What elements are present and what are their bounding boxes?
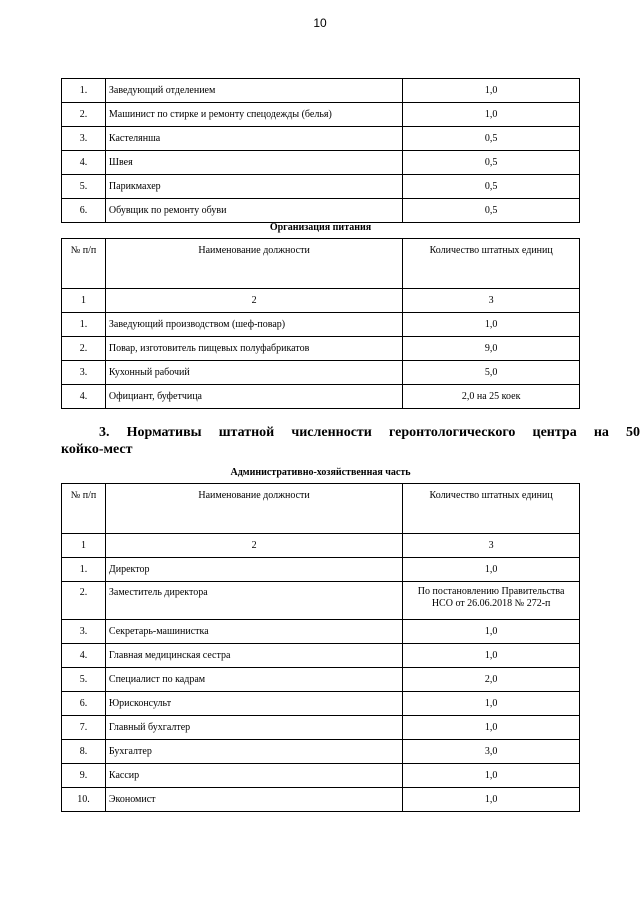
position-name: Специалист по кадрам bbox=[105, 668, 402, 692]
staff-count: 2,0 на 25 коек bbox=[403, 385, 580, 409]
position-name: Заместитель директора bbox=[105, 582, 402, 620]
staff-count: 1,0 bbox=[403, 788, 580, 812]
row-number: 4. bbox=[62, 151, 106, 175]
position-name: Официант, буфетчица bbox=[105, 385, 402, 409]
table-row bbox=[62, 337, 580, 361]
column-index-row bbox=[62, 534, 580, 558]
table-header-row bbox=[62, 484, 580, 534]
table-row bbox=[62, 740, 580, 764]
position-name: Кухонный рабочий bbox=[105, 361, 402, 385]
table-row bbox=[62, 582, 580, 620]
table-row bbox=[62, 103, 580, 127]
admin-section-caption: Административно-хозяйственная часть bbox=[230, 467, 411, 478]
header-count: Количество штатных единиц bbox=[403, 239, 580, 289]
position-name: Кастелянша bbox=[105, 127, 402, 151]
position-name: Швея bbox=[105, 151, 402, 175]
row-number: 2. bbox=[62, 337, 106, 361]
row-number: 8. bbox=[62, 740, 106, 764]
row-number: 1. bbox=[62, 558, 106, 582]
row-number: 3. bbox=[62, 361, 106, 385]
row-number: 3. bbox=[62, 620, 106, 644]
staff-count: 1,0 bbox=[403, 620, 580, 644]
table-row bbox=[62, 644, 580, 668]
row-number: 1. bbox=[62, 79, 106, 103]
table-row bbox=[62, 692, 580, 716]
position-name: Экономист bbox=[105, 788, 402, 812]
column-index: 1 bbox=[62, 289, 106, 313]
table-row bbox=[62, 716, 580, 740]
food-staff-table bbox=[61, 238, 580, 409]
staff-count: 1,0 bbox=[403, 313, 580, 337]
staff-count: 1,0 bbox=[403, 764, 580, 788]
table-row bbox=[62, 558, 580, 582]
row-number: 1. bbox=[62, 313, 106, 337]
column-index: 2 bbox=[105, 289, 402, 313]
staff-count: 9,0 bbox=[403, 337, 580, 361]
staff-count: По постановлению Правительства НСО от 26.06.2018 № 272-п bbox=[403, 582, 580, 620]
position-name: Главный бухгалтер bbox=[105, 716, 402, 740]
table-row bbox=[62, 199, 580, 223]
position-name: Бухгалтер bbox=[105, 740, 402, 764]
staff-count: 0,5 bbox=[403, 199, 580, 223]
position-name: Заведующий производством (шеф-повар) bbox=[105, 313, 402, 337]
row-number: 5. bbox=[62, 175, 106, 199]
column-index: 2 bbox=[105, 534, 402, 558]
staff-count: 5,0 bbox=[403, 361, 580, 385]
position-name: Секретарь-машинистка bbox=[105, 620, 402, 644]
header-count: Количество штатных единиц bbox=[403, 484, 580, 534]
table-row bbox=[62, 788, 580, 812]
column-index: 3 bbox=[403, 289, 580, 313]
table-row bbox=[62, 361, 580, 385]
row-number: 2. bbox=[62, 582, 106, 620]
header-position: Наименование должности bbox=[105, 239, 402, 289]
table-row bbox=[62, 127, 580, 151]
section-3-heading bbox=[61, 424, 640, 458]
column-index: 1 bbox=[62, 534, 106, 558]
staff-count: 3,0 bbox=[403, 740, 580, 764]
header-number: № п/п bbox=[62, 484, 106, 534]
position-name: Парикмахер bbox=[105, 175, 402, 199]
table-row bbox=[62, 668, 580, 692]
row-number: 5. bbox=[62, 668, 106, 692]
staff-count: 1,0 bbox=[403, 692, 580, 716]
position-name: Директор bbox=[105, 558, 402, 582]
table-row bbox=[62, 79, 580, 103]
column-index-row bbox=[62, 289, 580, 313]
staff-count: 0,5 bbox=[403, 127, 580, 151]
staff-count: 1,0 bbox=[403, 558, 580, 582]
row-number: 9. bbox=[62, 764, 106, 788]
table-row bbox=[62, 385, 580, 409]
row-number: 7. bbox=[62, 716, 106, 740]
section-heading-line: 3. Нормативы штатной численности геронтологического центра на 50 bbox=[99, 425, 640, 440]
position-name: Юрисконсульт bbox=[105, 692, 402, 716]
row-number: 6. bbox=[62, 199, 106, 223]
staff-count: 0,5 bbox=[403, 175, 580, 199]
row-number: 6. bbox=[62, 692, 106, 716]
staff-table-continued bbox=[61, 78, 580, 223]
staff-count: 1,0 bbox=[403, 716, 580, 740]
table-row bbox=[62, 313, 580, 337]
table-row bbox=[62, 151, 580, 175]
table-row bbox=[62, 175, 580, 199]
position-name: Обувщик по ремонту обуви bbox=[105, 199, 402, 223]
staff-count: 1,0 bbox=[403, 644, 580, 668]
row-number: 4. bbox=[62, 385, 106, 409]
position-name: Главная медицинская сестра bbox=[105, 644, 402, 668]
header-position: Наименование должности bbox=[105, 484, 402, 534]
table-row bbox=[62, 620, 580, 644]
position-name: Заведующий отделением bbox=[105, 79, 402, 103]
row-number: 2. bbox=[62, 103, 106, 127]
position-name: Повар, изготовитель пищевых полуфабрикатов bbox=[105, 337, 402, 361]
header-number: № п/п bbox=[62, 239, 106, 289]
staff-count: 1,0 bbox=[403, 79, 580, 103]
row-number: 4. bbox=[62, 644, 106, 668]
staff-count: 0,5 bbox=[403, 151, 580, 175]
position-name: Кассир bbox=[105, 764, 402, 788]
admin-staff-table bbox=[61, 483, 580, 812]
column-index: 3 bbox=[403, 534, 580, 558]
staff-count: 2,0 bbox=[403, 668, 580, 692]
table-header-row bbox=[62, 239, 580, 289]
staff-count: 1,0 bbox=[403, 103, 580, 127]
row-number: 3. bbox=[62, 127, 106, 151]
food-section-caption: Организация питания bbox=[269, 222, 372, 233]
row-number: 10. bbox=[62, 788, 106, 812]
page-number: 10 bbox=[313, 16, 327, 30]
table-row bbox=[62, 764, 580, 788]
section-heading-line: койко-мест bbox=[61, 442, 133, 457]
position-name: Машинист по стирке и ремонту спецодежды (белья) bbox=[105, 103, 402, 127]
